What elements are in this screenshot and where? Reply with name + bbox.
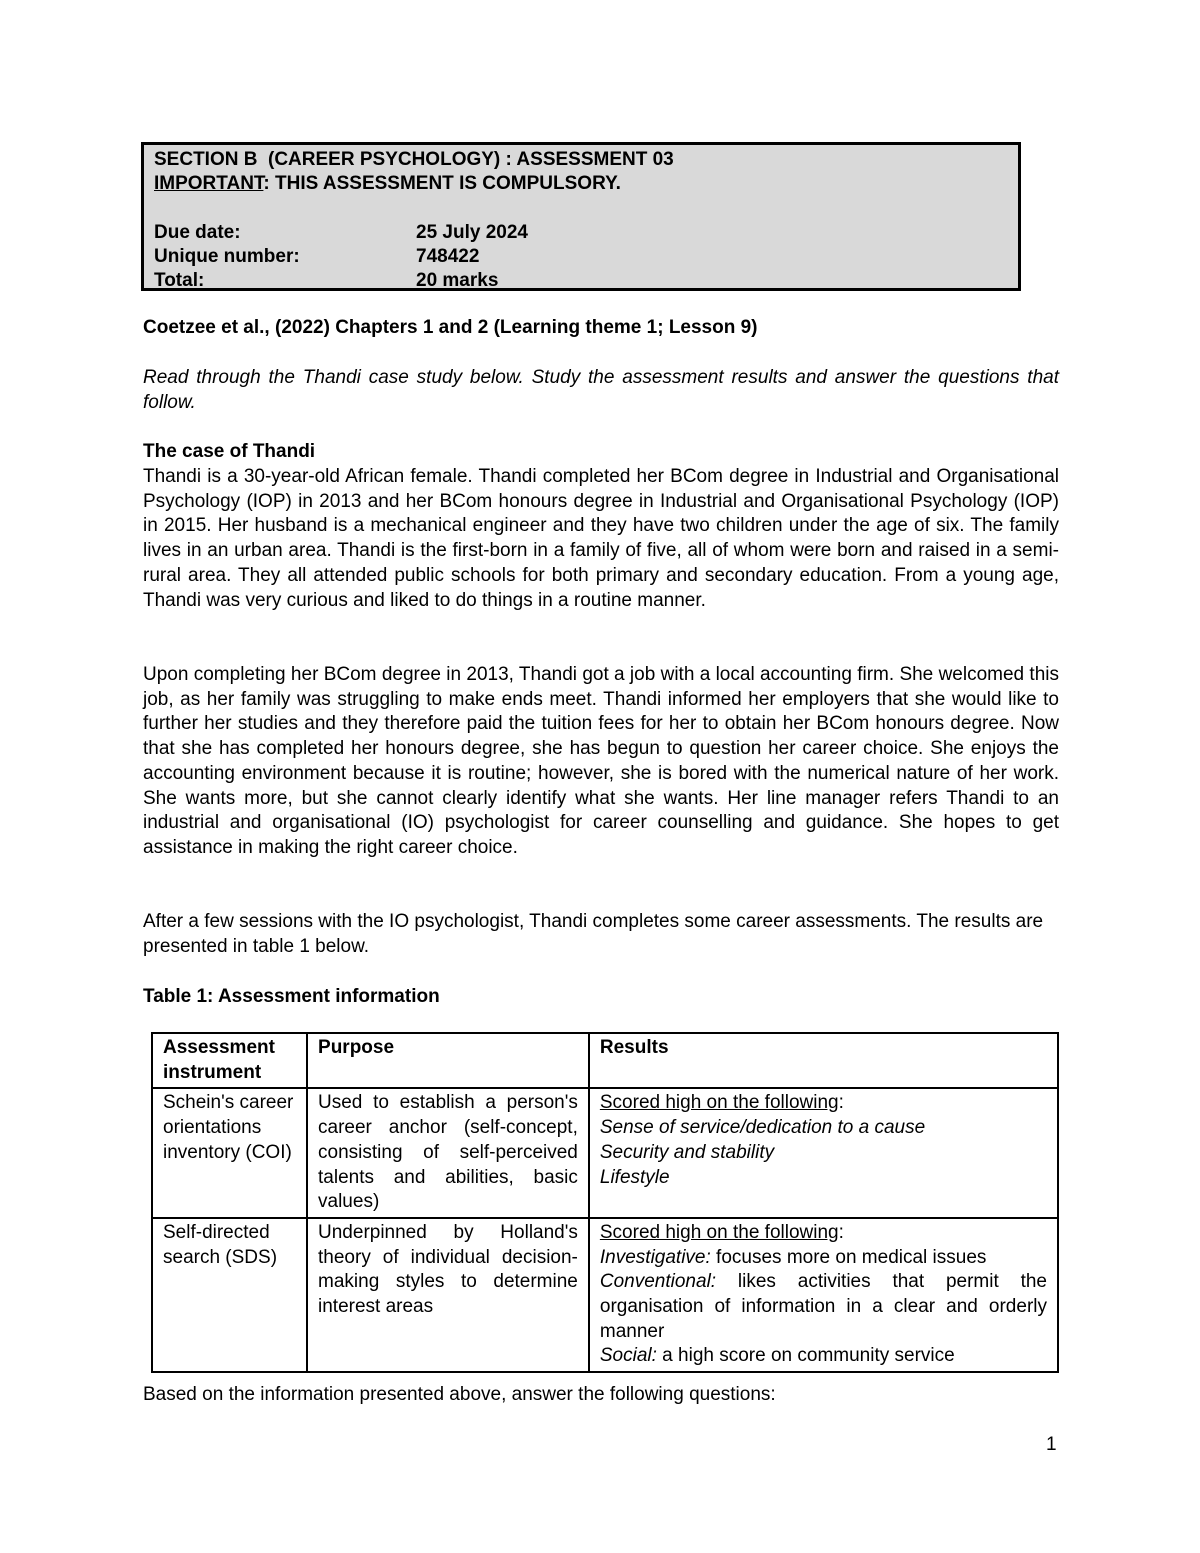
due-date-label: Due date: [154,222,241,243]
closing-instruction: Based on the information presented above, answer the following questions: [143,1384,776,1405]
row1-results-intro: Scored high on the following: [599,1092,844,1114]
row2-instrument: Self-directed search (SDS) [152,1218,307,1372]
table-header-row [152,1033,1058,1088]
assessment-table [151,1032,1059,1373]
unique-number-value: 748422 [416,246,480,267]
important-notice [154,172,1008,196]
unique-number-label: Unique number: [154,246,300,267]
row1-purpose: Used to establish a person's career anchor (self-concept, consisting of self-perceived talents and abilities, basic values) [307,1088,589,1218]
table-row [152,1088,1058,1218]
instruction-text: Read through the Thandi case study below. Study the assessment results and answer the questions that follow. [143,367,1059,413]
important-label: IMPORTANT [154,173,264,194]
due-date-value: 25 July 2024 [416,222,528,243]
row2-result-item: Investigative: focuses more on medical issues [599,1246,987,1268]
row2-purpose: Underpinned by Holland's theory of individual decision-making styles to determine interest areas [307,1218,589,1372]
row2-results-intro: Scored high on the following: [599,1221,844,1243]
row1-results [589,1088,1058,1218]
total-label: Total: [154,270,205,291]
row2-results [589,1218,1058,1372]
assessment-header-box [141,142,1021,291]
important-text: : THIS ASSESSMENT IS COMPULSORY. [263,173,621,194]
due-date-row [154,221,1008,245]
row1-result-item: Sense of service/dedication to a cause [599,1117,926,1139]
table-caption: Table 1: Assessment information [143,986,440,1007]
header-purpose: Purpose [307,1033,589,1088]
row2-result-item: Social: a high score on community service [599,1345,955,1367]
row1-instrument: Schein's career orientations inventory (COI) [152,1088,307,1218]
case-paragraph-2: Upon completing her BCom degree in 2013, Thandi got a job with a local accounting firm. She welcomed this job, as her family was struggling to make ends meet. Thandi informed her employers that she would like to further her studies and they therefore paid the tuition fees for her to obtain her BCom honours degree. Now that she has completed her honours degree, she has begun to question her career choice. She enjoys the accounting environment because it is routine; however, she is bored with the numerical nature of her work. She wants more, but she cannot clearly identify what she wants. Her line manager refers Thandi to an industrial and organisational (IO) psychologist for career counselling and guidance. She hopes to get assistance in making the right career choice. [143,664,1059,858]
reference-line: Coetzee et al., (2022) Chapters 1 and 2 (Learning theme 1; Lesson 9) [143,317,758,338]
section-title: SECTION B (CAREER PSYCHOLOGY) : ASSESSMENT 03 [154,149,674,170]
total-row [154,269,1008,293]
table-row [152,1218,1058,1372]
page-number: 1 [1046,1434,1057,1455]
unique-number-row [154,245,1008,269]
row1-result-item: Security and stability [599,1141,775,1163]
case-paragraph-3: After a few sessions with the IO psychologist, Thandi completes some career assessments. The results are presented in table 1 below. [143,911,1044,957]
case-paragraph-1: Thandi is a 30-year-old African female. Thandi completed her BCom degree in Industrial and Organisational Psychology (IOP) in 2013 and her BCom honours degree in Industrial and Organisational Psychology (IOP) in 2015. Her husband is a mechanical engineer and they have two children under the age of six. The family lives in an urban area. Thandi is the first-born in a family of five, all of whom were born and raised in a semi-rural area. They all attended public schools for both primary and secondary education. From a young age, Thandi was very curious and liked to do things in a routine manner. [143,466,1059,611]
case-heading: The case of Thandi [143,441,316,462]
header-instrument: Assessment instrument [152,1033,307,1088]
row1-result-item: Lifestyle [599,1166,670,1188]
row2-result-item: Conventional: likes activities that permit the organisation of information in a clear and orderly manner [599,1271,1047,1342]
total-value: 20 marks [416,270,499,291]
header-results: Results [589,1033,1058,1088]
